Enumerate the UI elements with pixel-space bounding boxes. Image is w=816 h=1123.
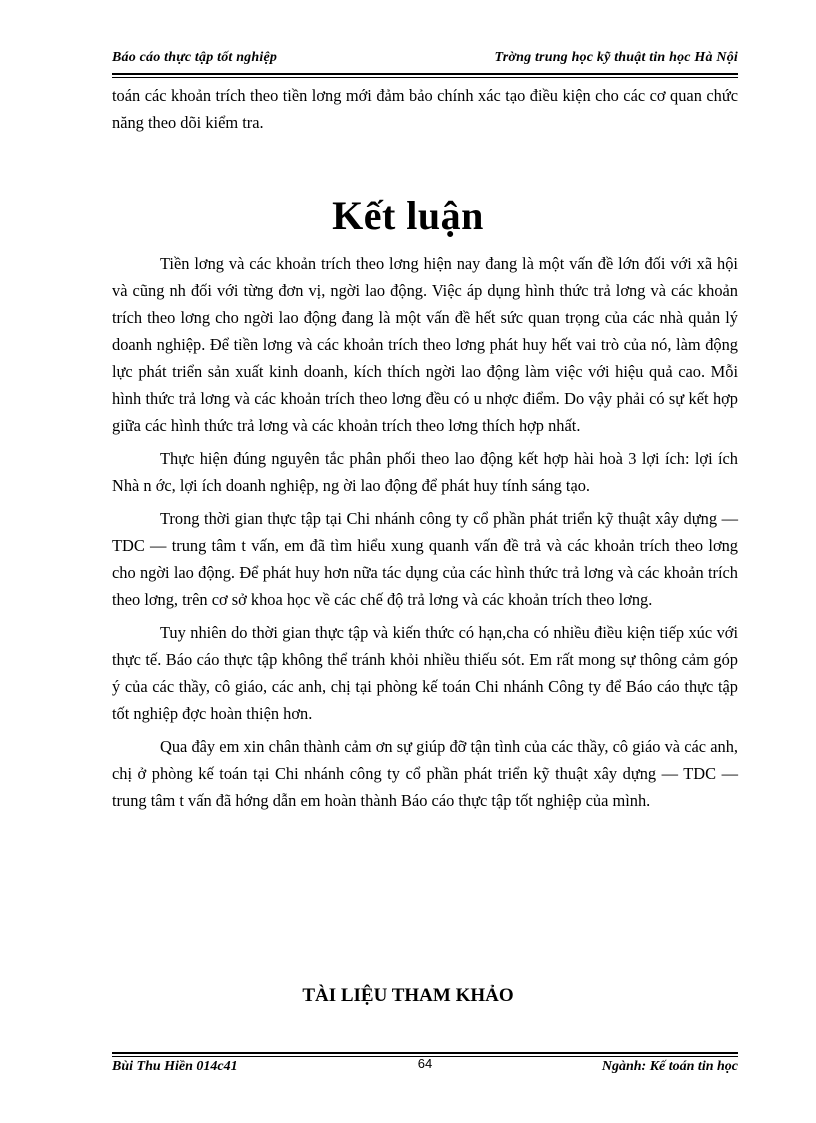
paragraph: Tiền lơng và các khoản trích theo lơng hiện nay đang là một vấn đề lớn đối với xã hội và cũng nh đối với từng đơn vị, ngời lao động. Việc áp dụng hình thức trả lơng và các khoản trích theo lơng cho ngời lao động đang là một vấn đề hết sức quan trọng của các nhà quản lý doanh nghiệp. Để tiền lơng và các khoản trích theo lơng phát huy hết vai trò của nó, làm động lực phát triển sản xuất kinh doanh, kích thích ngời lao động làm việc với hiệu quả cao. Mỗi hình thức trả lơng và các khoản trích theo lơng đều có u nhợc điểm. Do vậy phải có sự kết hợp giữa các hình thức trả lơng và các khoản trích theo lơng thích hợp nhất. (112, 254, 738, 435)
paragraph: Thực hiện đúng nguyên tắc phân phối theo lao động kết hợp hài hoà 3 lợi ích: lợi ích Nhà n ớc, lợi ích doanh nghiệp, ng ời lao động để phát huy tính sáng tạo. (112, 449, 738, 495)
footer-author: Bùi Thu Hiền 014c41 (112, 1059, 238, 1074)
footer-rule (112, 1052, 738, 1054)
section-title: Kết luận (332, 193, 484, 238)
header-rule (112, 73, 738, 75)
intro-paragraph: toán các khoản trích theo tiền lơng mới đảm bảo chính xác tạo điều kiện cho các cơ quan chức năng theo dõi kiểm tra. (112, 86, 738, 132)
paragraph: Trong thời gian thực tập tại Chi nhánh công ty cổ phần phát triển kỹ thuật xây dựng — TDC — trung tâm t vấn, em đã tìm hiểu xung quanh vấn đề trả và các khoản trích theo lơng cho ngời lao động. Để phát huy hơn nữa tác dụng của các hình thức trả lơng và các khoản trích theo lơng, trên cơ sở khoa học về các chế độ trả lơng và các khoản trích theo lơng. (112, 509, 738, 609)
conclusion-body (112, 250, 738, 820)
references-heading: TÀI LIỆU THAM KHẢO (302, 985, 514, 1006)
page-number: 64 (417, 1056, 433, 1071)
footer-department: Ngành: Kế toán tin học (601, 1059, 738, 1074)
intro-text (112, 82, 738, 136)
page-footer (112, 1056, 738, 1079)
paragraph: Qua đây em xin chân thành cảm ơn sự giúp đỡ tận tình của các thầy, cô giáo và các anh, chị ở phòng kế toán tại Chi nhánh công ty cổ phần phát triển kỹ thuật xây dựng — TDC — trung tâm t vấn đã hớng dẫn em hoàn thành Báo cáo thực tập tốt nghiệp của mình. (112, 737, 738, 810)
header-report-title: Báo cáo thực tập tốt nghiệp (112, 50, 278, 65)
page-header (112, 48, 738, 70)
header-rule-thin (112, 77, 738, 78)
header-school-name: Trờng trung học kỹ thuật tin học Hà Nội (494, 50, 738, 65)
paragraph: Tuy nhiên do thời gian thực tập và kiến thức có hạn,cha có nhiều điều kiện tiếp xúc với thực tế. Báo cáo thực tập không thể tránh khỏi nhiều thiếu sót. Em rất mong sự thông cảm góp ý của các thầy, cô giáo, các anh, chị tại phòng kế toán Chi nhánh Công ty để Báo cáo thực tập tốt nghiệp đợc hoàn thiện hơn. (112, 623, 738, 723)
